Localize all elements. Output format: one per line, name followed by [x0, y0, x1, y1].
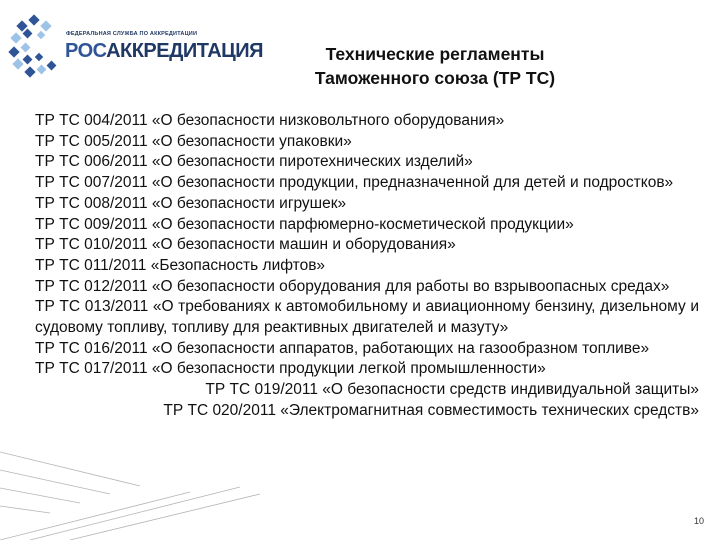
- list-item: ТР ТС 012/2011 «О безопасности оборудования для работы во взрывоопасных средах»: [35, 277, 670, 295]
- list-item: ТР ТС 009/2011 «О безопасности парфюмерно-косметической продукции»: [35, 215, 574, 233]
- list-item: ТР ТС 011/2011 «Безопасность лифтов»: [35, 256, 326, 274]
- list-item: ТР ТС 013/2011 «О требованиях к автомобильному и авиационному бензину, дизельному и судовому топливу, топливу для реактивных двигателей и мазуту»: [35, 298, 699, 337]
- logo-wordmark: [65, 40, 263, 62]
- regulations-list: [35, 111, 699, 422]
- logo-subtitle: ФЕДЕРАЛЬНАЯ СЛУЖБА ПО АККРЕДИТАЦИИ: [66, 31, 198, 37]
- logo-akk: АККРЕДИТАЦИЯ: [106, 40, 263, 62]
- slide-title-line-2: Таможенного союза (ТР ТС): [314, 68, 556, 88]
- list-item: ТР ТС 008/2011 «О безопасности игрушек»: [35, 194, 347, 212]
- list-item: ТР ТС 010/2011 «О безопасности машин и оборудования»: [35, 236, 456, 254]
- rosaccreditation-logo: [8, 10, 263, 82]
- logo-emblem-icon: [8, 10, 64, 82]
- list-item: ТР ТС 019/2011 «О безопасности средств индивидуальной защиты»: [205, 381, 699, 399]
- page-number: 10: [693, 516, 704, 526]
- list-item: ТР ТС 005/2011 «О безопасности упаковки»: [35, 132, 352, 150]
- slide-title: [250, 42, 620, 90]
- list-item: ТР ТС 016/2011 «О безопасности аппаратов, работающих на газообразном топливе»: [35, 339, 650, 357]
- slide-title-line-1: Технические регламенты: [325, 44, 545, 64]
- logo-ros: РОС: [65, 40, 107, 62]
- list-item: ТР ТС 004/2011 «О безопасности низковольтного оборудования»: [35, 112, 505, 129]
- list-item: ТР ТС 020/2011 «Электромагнитная совместимость технических средств»: [163, 401, 699, 419]
- list-item: ТР ТС 006/2011 «О безопасности пиротехнических изделий»: [35, 153, 473, 171]
- list-item: ТР ТС 017/2011 «О безопасности продукции легкой промышленности»: [35, 360, 546, 378]
- list-item: ТР ТС 007/2011 «О безопасности продукции, предназначенной для детей и подростков»: [35, 174, 674, 192]
